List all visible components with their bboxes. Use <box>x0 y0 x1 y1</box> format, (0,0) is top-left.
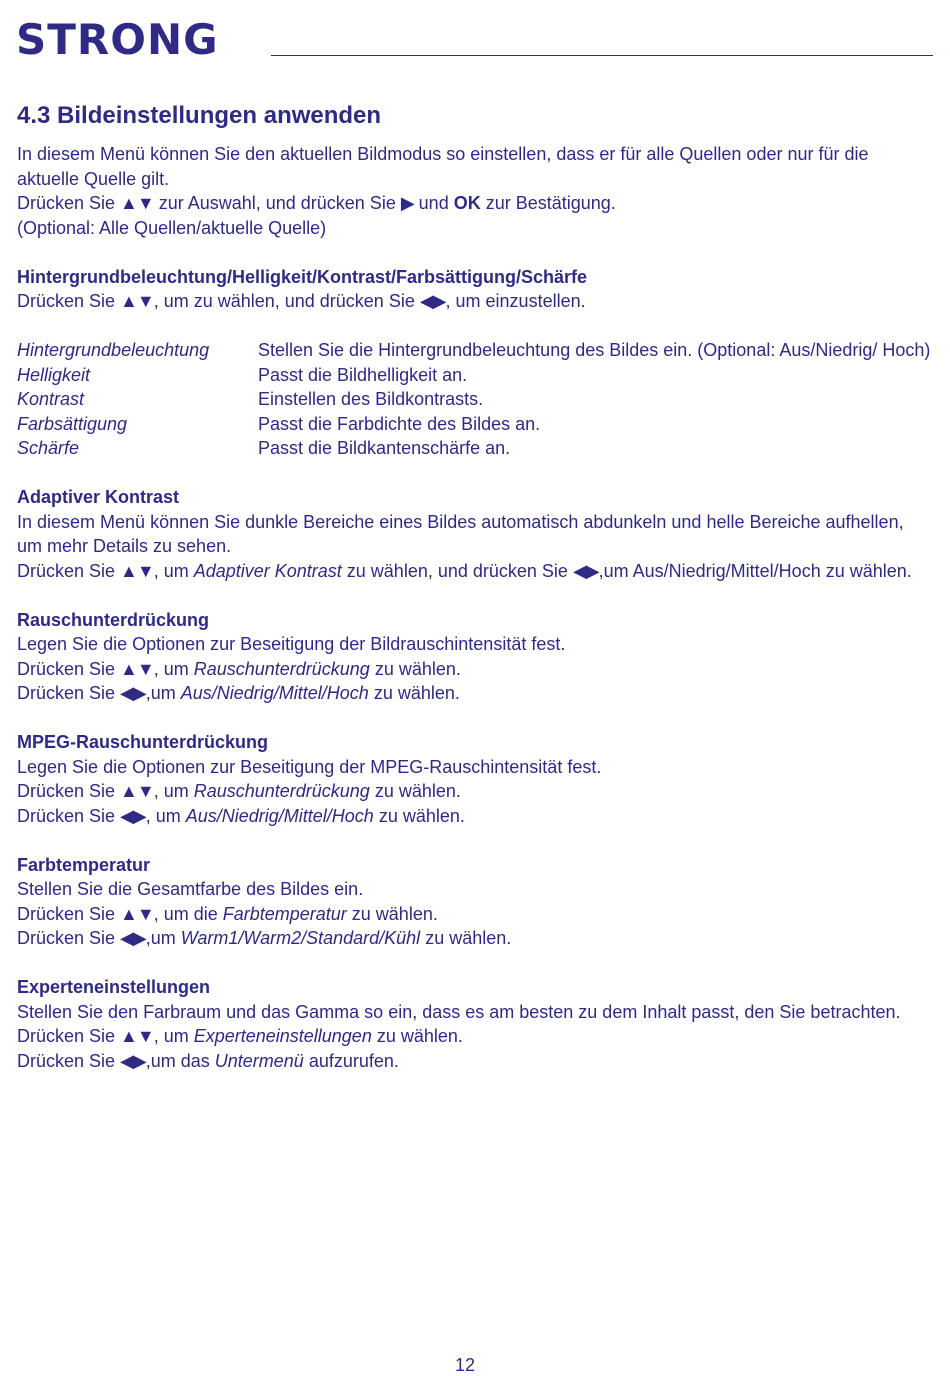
term-contrast: Kontrast <box>17 389 85 409</box>
intro-options: (Optional: Alle Quellen/aktuelle Quelle) <box>17 217 327 238</box>
definition-row <box>17 412 933 437</box>
intro-text: In diesem Menü können Sie den aktuellen Bildmodus so einstellen, dass er für alle Quellen oder nur für die aktuelle Quelle gilt. <box>17 144 869 189</box>
desc-contrast: Einstellen des Bildkontrasts. <box>258 389 484 409</box>
left-right-arrows-icon: ◀▶ <box>120 683 146 703</box>
definition-row <box>17 363 933 388</box>
left-right-arrows-icon: ◀▶ <box>419 291 446 311</box>
page-content <box>17 100 933 1073</box>
strong-logo: STRONG <box>16 15 219 64</box>
noise-reduction-instruction-1: Drücken Sie ▲▼, um Rauschunterdrückung zu wählen. <box>17 658 461 679</box>
color-temperature-desc: Stellen Sie die Gesamtfarbe des Bildes ein. <box>17 879 364 899</box>
adaptive-contrast-heading: Adaptiver Kontrast <box>17 487 180 507</box>
desc-saturation: Passt die Farbdichte des Bildes an. <box>258 413 541 434</box>
color-temperature-instruction-2: Drücken Sie ◀▶,um Warm1/Warm2/Standard/Kühl zu wählen. <box>17 928 512 948</box>
noise-reduction-instruction-2: Drücken Sie ◀▶,um Aus/Niedrig/Mittel/Hoch zu wählen. <box>17 683 460 703</box>
left-right-arrows-icon: ◀▶ <box>120 1050 146 1071</box>
term-brightness: Helligkeit <box>17 364 91 385</box>
desc-brightness: Passt die Bildhelligkeit an. <box>258 364 468 385</box>
up-down-arrows-icon: ▲▼ <box>120 781 154 801</box>
noise-reduction-heading: Rauschunterdrückung <box>17 609 210 630</box>
definition-row <box>17 436 933 461</box>
settings-definition-list <box>17 338 933 461</box>
mpeg-noise-instruction-2: Drücken Sie ◀▶, um Aus/Niedrig/Mittel/Hoch zu wählen. <box>17 805 465 826</box>
term-saturation: Farbsättigung <box>17 413 128 434</box>
adjust-instruction: Drücken Sie ▲▼, um zu wählen, und drücken Sie ◀▶, um einzustellen. <box>17 291 586 311</box>
mpeg-noise-desc: Legen Sie die Optionen zur Beseitigung der MPEG-Rauschintensität fest. <box>17 756 602 777</box>
color-temperature-heading: Farbtemperatur <box>17 854 151 875</box>
expert-settings-instruction-2: Drücken Sie ◀▶,um das Untermenü aufzurufen. <box>17 1050 399 1071</box>
up-down-arrows-icon: ▲▼ <box>120 658 154 679</box>
desc-sharpness: Passt die Bildkantenschärfe an. <box>258 438 511 458</box>
left-right-arrows-icon: ◀▶ <box>120 805 146 826</box>
noise-reduction-desc: Legen Sie die Optionen zur Beseitigung der Bildrauschintensität fest. <box>17 634 566 654</box>
left-right-arrows-icon: ◀▶ <box>120 928 146 948</box>
mpeg-noise-heading: MPEG-Rauschunterdrückung <box>17 732 269 752</box>
term-backlight: Hintergrundbeleuchtung <box>17 340 210 360</box>
mpeg-noise-instruction-1: Drücken Sie ▲▼, um Rauschunterdrückung zu wählen. <box>17 781 461 801</box>
color-temperature-instruction-1: Drücken Sie ▲▼, um die Farbtemperatur zu wählen. <box>17 903 438 924</box>
page-number: 12 <box>454 1355 476 1375</box>
expert-settings-instruction-1: Drücken Sie ▲▼, um Experteneinstellungen zu wählen. <box>17 1026 463 1046</box>
header-rule <box>271 55 933 56</box>
intro-instruction: Drücken Sie ▲▼ zur Auswahl, und drücken Sie ▶ und OK zur Bestätigung. <box>17 193 616 213</box>
desc-backlight: Stellen Sie die Hintergrundbeleuchtung des Bildes ein. (Optional: Aus/Niedrig/ Hoch) <box>258 340 931 360</box>
definition-row <box>17 387 933 412</box>
adaptive-contrast-desc: In diesem Menü können Sie dunkle Bereiche eines Bildes automatisch abdunkeln und helle Bereiche aufhellen, um mehr Details zu sehen. <box>17 511 904 556</box>
up-down-arrows-icon: ▲▼ <box>120 903 154 924</box>
ok-key: OK <box>453 193 481 213</box>
adjust-heading: Hintergrundbeleuchtung/Helligkeit/Kontrast/Farbsättigung/Schärfe <box>17 266 588 287</box>
term-sharpness: Schärfe <box>17 438 80 458</box>
expert-settings-heading: Experteneinstellungen <box>17 977 211 997</box>
section-title: 4.3 Bildeinstellungen anwenden <box>17 102 382 129</box>
adaptive-contrast-instruction: Drücken Sie ▲▼, um Adaptiver Kontrast zu wählen, und drücken Sie ◀▶,um Aus/Niedrig/Mittel/Hoch zu wählen. <box>17 560 912 581</box>
up-down-arrows-icon: ▲▼ <box>120 1026 154 1046</box>
up-down-arrows-icon: ▲▼ <box>120 193 154 213</box>
left-right-arrows-icon: ◀▶ <box>572 560 599 581</box>
up-down-arrows-icon: ▲▼ <box>120 291 154 311</box>
definition-row <box>17 338 933 363</box>
expert-settings-desc: Stellen Sie den Farbraum und das Gamma so ein, dass es am besten zu dem Inhalt passt, den Sie betrachten. <box>17 1001 901 1022</box>
up-down-arrows-icon: ▲▼ <box>120 560 154 581</box>
right-arrow-icon: ▶ <box>400 193 414 213</box>
